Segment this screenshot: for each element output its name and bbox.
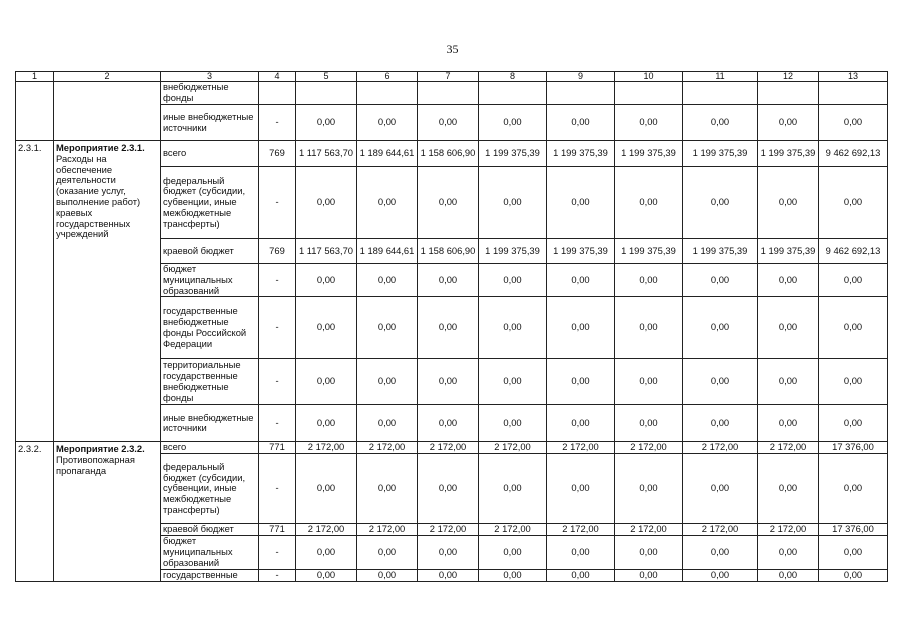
value-cell: 2 172,00 [547, 524, 615, 536]
value-cell: 0,00 [758, 105, 819, 141]
value-cell: 0,00 [296, 454, 357, 524]
code-column-cell: 771 [259, 524, 296, 536]
value-cell [479, 82, 547, 105]
value-cell: 0,00 [615, 536, 683, 569]
value-cell: 0,00 [547, 536, 615, 569]
value-cell: 0,00 [615, 167, 683, 239]
event-description: Расходы на обеспечение деятельности (оказание услуг, выполнение работ) краевых государственных учреждений [56, 152, 141, 240]
value-cell: 2 172,00 [296, 442, 357, 454]
value-cell: 0,00 [758, 405, 819, 442]
value-cell [758, 82, 819, 105]
value-cell: 2 172,00 [296, 524, 357, 536]
event-cell [54, 442, 161, 581]
value-cell [357, 82, 418, 105]
header-cell: 10 [615, 72, 683, 82]
value-cell: 0,00 [683, 105, 758, 141]
value-cell: 2 172,00 [683, 524, 758, 536]
value-cell: 0,00 [758, 569, 819, 581]
value-cell: 0,00 [819, 359, 888, 405]
value-cell: 2 172,00 [547, 442, 615, 454]
code-cell [16, 82, 54, 141]
value-cell: 0,00 [418, 105, 479, 141]
value-cell: 0,00 [296, 264, 357, 297]
value-cell: 0,00 [683, 536, 758, 569]
value-cell [296, 82, 357, 105]
value-cell: 17 376,00 [819, 442, 888, 454]
value-cell: 0,00 [418, 297, 479, 359]
value-cell: 2 172,00 [418, 524, 479, 536]
code-column-cell: 769 [259, 239, 296, 264]
value-cell: 1 199 375,39 [758, 239, 819, 264]
value-cell: 0,00 [819, 297, 888, 359]
table-row [16, 82, 888, 105]
header-cell: 2 [54, 72, 161, 82]
value-cell: 0,00 [479, 105, 547, 141]
code-column-cell: - [259, 105, 296, 141]
value-cell: 0,00 [758, 359, 819, 405]
value-cell: 0,00 [683, 359, 758, 405]
value-cell: 0,00 [296, 297, 357, 359]
value-cell: 2 172,00 [357, 442, 418, 454]
value-cell: 0,00 [479, 264, 547, 297]
value-cell: 0,00 [418, 405, 479, 442]
value-cell: 0,00 [296, 405, 357, 442]
event-code-cell: 2.3.1. [16, 141, 54, 442]
value-cell: 0,00 [615, 569, 683, 581]
value-cell [418, 82, 479, 105]
value-cell: 1 158 606,90 [418, 239, 479, 264]
value-cell: 0,00 [357, 405, 418, 442]
funding-source-cell: всего [161, 141, 259, 167]
value-cell: 0,00 [819, 569, 888, 581]
code-column-cell: 769 [259, 141, 296, 167]
value-cell: 0,00 [296, 359, 357, 405]
value-cell: 0,00 [547, 297, 615, 359]
funding-source-cell: внебюджетные фонды [161, 82, 259, 105]
value-cell [819, 82, 888, 105]
value-cell: 1 199 375,39 [615, 239, 683, 264]
value-cell: 0,00 [357, 297, 418, 359]
value-cell: 0,00 [683, 569, 758, 581]
header-cell: 11 [683, 72, 758, 82]
value-cell: 0,00 [615, 264, 683, 297]
funding-source-cell: государственные внебюджетные фонды Российской Федерации [161, 297, 259, 359]
value-cell: 0,00 [479, 297, 547, 359]
funding-source-cell: всего [161, 442, 259, 454]
event-title: Мероприятие 2.3.1. [56, 142, 145, 153]
value-cell: 9 462 692,13 [819, 141, 888, 167]
value-cell: 0,00 [418, 569, 479, 581]
value-cell: 0,00 [357, 454, 418, 524]
value-cell: 1 199 375,39 [683, 141, 758, 167]
value-cell: 0,00 [819, 536, 888, 569]
value-cell: 1 199 375,39 [758, 141, 819, 167]
value-cell: 1 117 563,70 [296, 141, 357, 167]
value-cell: 1 189 644,61 [357, 239, 418, 264]
value-cell: 0,00 [296, 105, 357, 141]
code-column-cell: 771 [259, 442, 296, 454]
code-column-cell: - [259, 569, 296, 581]
table-body [16, 72, 888, 582]
value-cell: 0,00 [683, 264, 758, 297]
value-cell: 0,00 [418, 264, 479, 297]
value-cell: 0,00 [819, 454, 888, 524]
value-cell: 0,00 [357, 359, 418, 405]
value-cell: 1 199 375,39 [683, 239, 758, 264]
value-cell: 0,00 [418, 536, 479, 569]
event-description: Противопожарная пропаганда [56, 454, 135, 476]
table-row [16, 141, 888, 167]
value-cell: 0,00 [819, 105, 888, 141]
value-cell: 0,00 [615, 405, 683, 442]
code-column-cell: - [259, 536, 296, 569]
funding-source-cell: иные внебюджетные источники [161, 405, 259, 442]
table-row [16, 442, 888, 454]
value-cell: 0,00 [357, 264, 418, 297]
value-cell: 0,00 [479, 569, 547, 581]
value-cell: 0,00 [547, 405, 615, 442]
value-cell: 2 172,00 [615, 524, 683, 536]
value-cell [547, 82, 615, 105]
value-cell: 0,00 [296, 569, 357, 581]
event-title: Мероприятие 2.3.2. [56, 443, 145, 455]
header-cell: 1 [16, 72, 54, 82]
value-cell: 0,00 [615, 359, 683, 405]
header-row [16, 72, 888, 82]
code-column-cell: - [259, 454, 296, 524]
value-cell: 2 172,00 [683, 442, 758, 454]
value-cell: 1 199 375,39 [479, 239, 547, 264]
value-cell: 2 172,00 [479, 524, 547, 536]
value-cell: 2 172,00 [418, 442, 479, 454]
funding-source-cell: иные внебюджетные источники [161, 105, 259, 141]
value-cell: 1 117 563,70 [296, 239, 357, 264]
value-cell [683, 82, 758, 105]
value-cell: 0,00 [615, 105, 683, 141]
value-cell: 0,00 [357, 167, 418, 239]
value-cell: 0,00 [819, 405, 888, 442]
value-cell: 17 376,00 [819, 524, 888, 536]
header-cell: 12 [758, 72, 819, 82]
value-cell: 0,00 [547, 105, 615, 141]
value-cell: 0,00 [418, 359, 479, 405]
value-cell: 0,00 [547, 454, 615, 524]
value-cell: 0,00 [479, 454, 547, 524]
header-cell: 6 [357, 72, 418, 82]
header-cell: 9 [547, 72, 615, 82]
value-cell: 0,00 [418, 454, 479, 524]
value-cell: 1 158 606,90 [418, 141, 479, 167]
event-cell [54, 82, 161, 141]
value-cell: 0,00 [296, 536, 357, 569]
value-cell: 0,00 [357, 105, 418, 141]
value-cell: 0,00 [357, 536, 418, 569]
value-cell: 0,00 [615, 297, 683, 359]
funding-source-cell: государственные [161, 569, 259, 581]
value-cell: 0,00 [683, 167, 758, 239]
value-cell: 0,00 [758, 297, 819, 359]
header-cell: 4 [259, 72, 296, 82]
value-cell: 0,00 [758, 536, 819, 569]
value-cell: 0,00 [547, 167, 615, 239]
value-cell: 0,00 [683, 297, 758, 359]
value-cell: 0,00 [758, 167, 819, 239]
header-cell: 8 [479, 72, 547, 82]
value-cell: 0,00 [547, 359, 615, 405]
header-cell: 13 [819, 72, 888, 82]
page-number: 35 [446, 42, 459, 56]
value-cell: 2 172,00 [758, 442, 819, 454]
funding-source-cell: краевой бюджет [161, 239, 259, 264]
event-code-cell: 2.3.2. [16, 442, 54, 581]
header-cell: 7 [418, 72, 479, 82]
funding-source-cell: территориальные государственные внебюджетные фонды [161, 359, 259, 405]
value-cell: 0,00 [683, 454, 758, 524]
value-cell [615, 82, 683, 105]
value-cell: 2 172,00 [479, 442, 547, 454]
value-cell: 1 199 375,39 [479, 141, 547, 167]
value-cell: 0,00 [683, 405, 758, 442]
value-cell: 0,00 [615, 454, 683, 524]
value-cell: 0,00 [547, 569, 615, 581]
value-cell: 0,00 [758, 264, 819, 297]
value-cell: 1 189 644,61 [357, 141, 418, 167]
event-cell [54, 141, 161, 442]
value-cell: 1 199 375,39 [547, 141, 615, 167]
value-cell: 1 199 375,39 [547, 239, 615, 264]
value-cell: 0,00 [296, 167, 357, 239]
header-cell: 3 [161, 72, 259, 82]
value-cell: 0,00 [819, 167, 888, 239]
funding-source-cell: бюджет муниципальных образований [161, 264, 259, 297]
code-column-cell: - [259, 405, 296, 442]
value-cell: 0,00 [479, 405, 547, 442]
code-column-cell: - [259, 297, 296, 359]
value-cell: 0,00 [547, 264, 615, 297]
value-cell: 2 172,00 [615, 442, 683, 454]
value-cell: 2 172,00 [357, 524, 418, 536]
code-column-cell [259, 82, 296, 105]
funding-source-cell: федеральный бюджет (субсидии, субвенции, иные межбюджетные трансферты) [161, 454, 259, 524]
funding-source-cell: федеральный бюджет (субсидии, субвенции, иные межбюджетные трансферты) [161, 167, 259, 239]
value-cell: 9 462 692,13 [819, 239, 888, 264]
value-cell: 0,00 [758, 454, 819, 524]
value-cell: 0,00 [357, 569, 418, 581]
budget-table [15, 71, 888, 582]
code-column-cell: - [259, 167, 296, 239]
header-cell: 5 [296, 72, 357, 82]
value-cell: 1 199 375,39 [615, 141, 683, 167]
value-cell: 0,00 [479, 359, 547, 405]
code-column-cell: - [259, 359, 296, 405]
value-cell: 0,00 [418, 167, 479, 239]
funding-source-cell: краевой бюджет [161, 524, 259, 536]
value-cell: 0,00 [479, 167, 547, 239]
funding-source-cell: бюджет муниципальных образований [161, 536, 259, 569]
value-cell: 0,00 [819, 264, 888, 297]
code-column-cell: - [259, 264, 296, 297]
value-cell: 0,00 [479, 536, 547, 569]
value-cell: 2 172,00 [758, 524, 819, 536]
